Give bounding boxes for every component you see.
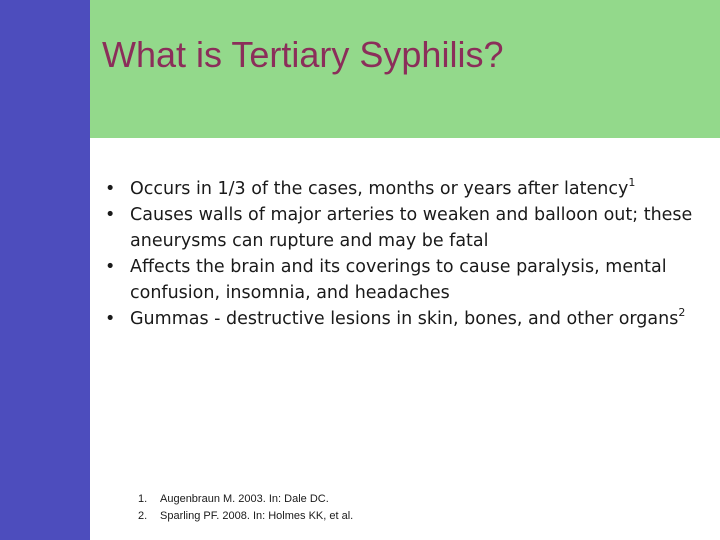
reference-item bbox=[138, 491, 353, 508]
reference-text: Augenbraun M. 2003. In: Dale DC. bbox=[160, 493, 329, 505]
footnote-marker: 2 bbox=[678, 306, 686, 320]
reference-text: Sparling PF. 2008. In: Holmes KK, et al. bbox=[160, 510, 354, 522]
bullet-text: Affects the brain and its coverings to cause paralysis, mental confusion, insomnia, and headaches bbox=[130, 257, 667, 303]
bullet-item bbox=[105, 254, 710, 306]
bullet-item bbox=[105, 202, 710, 254]
reference-list bbox=[138, 491, 353, 525]
reference-item bbox=[138, 508, 353, 525]
slide-title: What is Tertiary Syphilis? bbox=[102, 34, 504, 75]
bullet-item bbox=[105, 176, 710, 202]
left-accent-bar bbox=[0, 0, 90, 540]
reference-number: 1. bbox=[138, 493, 148, 505]
bullet-text: Gummas - destructive lesions in skin, bones, and other organs bbox=[130, 309, 679, 329]
bullet-text: Occurs in 1/3 of the cases, months or years after latency bbox=[130, 179, 629, 199]
bullet-text: Causes walls of major arteries to weaken and balloon out; these aneurysms can rupture and may be fatal bbox=[130, 205, 693, 251]
reference-number: 2. bbox=[138, 510, 148, 522]
title-banner bbox=[90, 0, 720, 138]
bullet-item bbox=[105, 306, 710, 332]
bullet-list bbox=[105, 176, 710, 332]
footnote-marker: 1 bbox=[628, 176, 636, 190]
